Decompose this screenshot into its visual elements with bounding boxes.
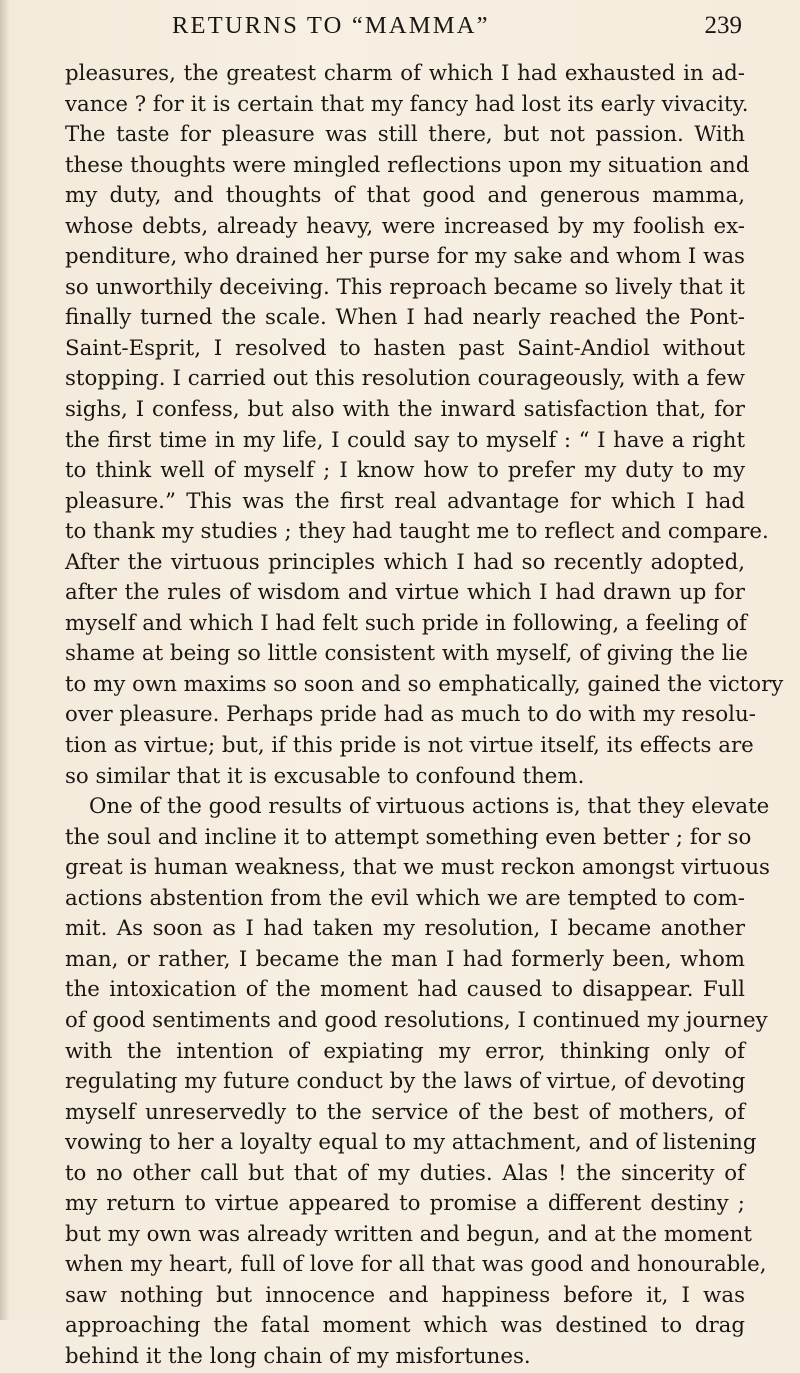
text-line: the first time in my life, I could say to myself : “ I have a right [65,427,745,453]
text-line: to my own maxims so soon and so emphatically, gained the victory [65,671,784,697]
text-line: my return to virtue appeared to promise a different destiny ; [65,1191,745,1217]
text-line: Saint-Esprit, I resolved to hasten past Saint-Andiol without [65,335,745,361]
text-line: stopping. I carried out this resolution courageously, with a few [65,366,745,392]
text-line: so unworthily deceiving. This reproach became so lively that it [65,274,745,300]
text-line: pleasures, the greatest charm of which I had exhausted in ad- [65,61,745,86]
text-line: the soul and incline it to attempt something even better ; for so [65,824,752,850]
text-line: man, or rather, I became the man I had formerly been, whom [65,946,745,972]
text-line: over pleasure. Perhaps pride had as much to do with my resolu- [65,702,756,728]
text-line: whose debts, already heavy, were increased by my foolish ex- [65,213,745,239]
text-line: with the intention of expiating my error, thinking only of [65,1038,745,1064]
text-line: the intoxication of the moment had caused to disappear. Full [65,977,745,1003]
text-line: regulating my future conduct by the laws of virtue, of devoting [65,1069,746,1095]
text-line: great is human weakness, that we must reckon amongst virtuous [65,855,770,881]
text-line: these thoughts were mingled reflections upon my situation and [65,152,750,178]
text-line: The taste for pleasure was still there, but not passion. With [65,122,745,148]
paragraph-start-line: One of the good results of virtuous actions is, that they elevate [89,794,770,820]
text-line: saw nothing but innocence and happiness before it, I was [65,1282,745,1308]
text-line: sighs, I confess, but also with the inward satisfaction that, for [65,397,745,423]
body-text [65,59,784,1373]
text-line: of good sentiments and good resolutions, I continued my journey [65,1007,768,1033]
page-gutter-shadow [0,0,10,1320]
text-line: to no other call but that of my duties. Alas ! the sincerity of [65,1160,745,1186]
page-number: 239 [704,12,742,39]
text-line: my duty, and thoughts of that good and generous mamma, [65,183,745,209]
text-line: but my own was already written and begun, and at the moment [65,1221,752,1247]
text-line: myself unreservedly to the service of the best of mothers, of [65,1099,745,1125]
paragraph-end-line: so similar that it is excusable to confound them. [65,763,585,789]
text-line: to thank my studies ; they had taught me to reflect and compare. [65,519,769,545]
running-title: RETURNS TO “MAMMA” [172,12,490,39]
text-line: myself and which I had felt such pride in following, a feeling of [65,610,747,636]
page-header [172,4,742,52]
text-line: when my heart, full of love for all that was good and honourable, [65,1252,767,1278]
text-line: to think well of myself ; I know how to prefer my duty to my [65,458,745,484]
text-line: approaching the fatal moment which was destined to drag [65,1313,745,1339]
text-line: mit. As soon as I had taken my resolution, I became another [65,916,745,942]
text-line: tion as virtue; but, if this pride is not virtue itself, its effects are [65,733,754,759]
text-line: After the virtuous principles which I had so recently adopted, [65,549,745,575]
text-line: after the rules of wisdom and virtue which I had drawn up for [65,580,745,606]
text-line: finally turned the scale. When I had nearly reached the Pont- [65,305,745,331]
text-line: penditure, who drained her purse for my sake and whom I was [65,244,745,270]
paragraph-end-line: behind it the long chain of my misfortunes. [65,1343,531,1369]
text-line: shame at being so little consistent with myself, of giving the lie [65,641,748,667]
text-line: pleasure.” This was the first real advantage for which I had [65,488,745,514]
text-line: vance ? for it is certain that my fancy had lost its early vivacity. [65,91,749,117]
text-line: vowing to her a loyalty equal to my attachment, and of listening [65,1130,757,1156]
text-line: actions abstention from the evil which we are tempted to com- [65,885,745,911]
